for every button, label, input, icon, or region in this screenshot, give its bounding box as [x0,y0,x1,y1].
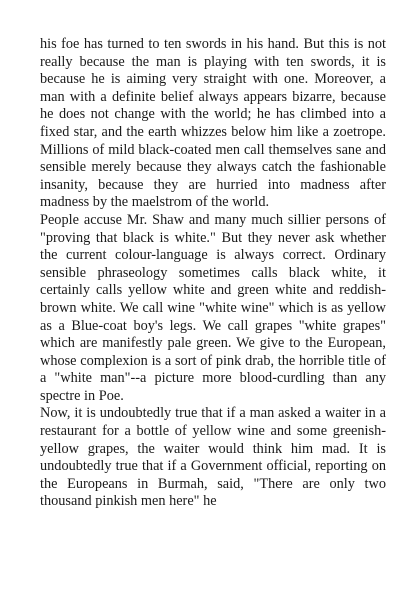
document-page [40,36,386,511]
paragraph-1: his foe has turned to ten swords in his hand. But this is not really because the man is playing with ten swords, it is because he is aiming very straight with one. Moreover, a man with a definite belief always appears bizarre, because he does not change with the world; he has climbed into a fixed star, and the earth whizzes below him like a zoetrope. Millions of mild black-coated men call themselves sane and sensible merely because they always catch the fashionable insanity, because they are hurried into madness after madness by the maelstrom of the world. [40,36,386,211]
paragraph-3: Now, it is undoubtedly true that if a man asked a waiter in a restaurant for a bottle of yellow wine and some greenish-yellow grapes, the waiter would think him mad. It is undoubtedly true that if a Government official, reporting on the Europeans in Burmah, said, "There are only two thousand pinkish men here" he [40,405,386,510]
paragraph-2: People accuse Mr. Shaw and many much sillier persons of "proving that black is white." But they never ask whether the current colour-language is always correct. Ordinary sensible phraseology sometimes calls black white, it certainly calls yellow white and green white and reddish-brown white. We call wine "white wine" which is as yellow as a Blue-coat boy's legs. We call grapes "white grapes" which are manifestly pale green. We give to the European, whose complexion is a sort of pink drab, the horrible title of a "white man"--a picture more blood-curdling than any spectre in Poe. [40,211,386,404]
